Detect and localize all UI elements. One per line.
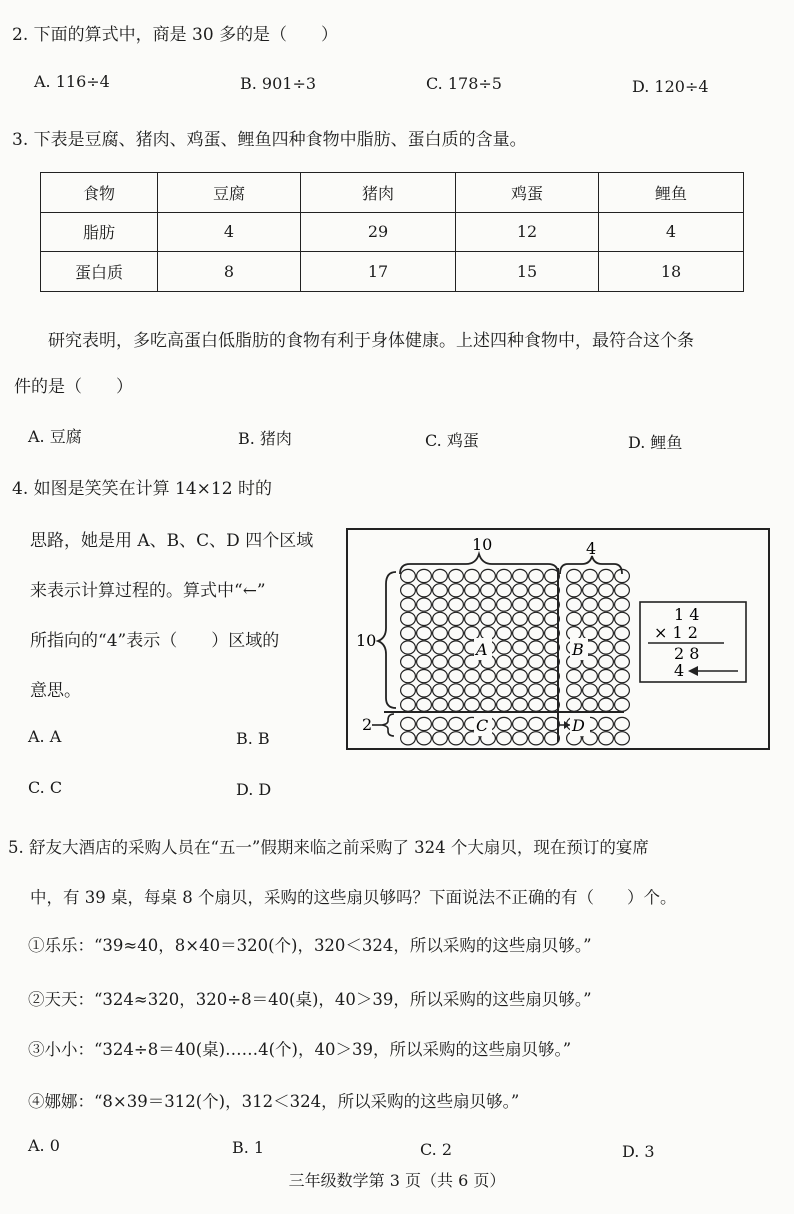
array-dot: [433, 670, 448, 683]
array-dot: [433, 612, 448, 625]
array-dot: [417, 598, 432, 611]
array-dot: [449, 732, 464, 745]
array-dot: [599, 684, 614, 697]
array-dot: [583, 627, 598, 640]
array-dot: [615, 584, 630, 597]
q5-text-line-2: 中，有 39 桌，每桌 8 个扇贝，采购的这些扇贝够吗？下面说法不正确的有（ ）个。: [30, 888, 677, 907]
array-dot: [513, 627, 528, 640]
array-dot: [433, 584, 448, 597]
table-cell: 4: [158, 212, 301, 252]
nutrition-table: [40, 172, 744, 292]
array-dot: [529, 684, 544, 697]
brace-top-left: [400, 554, 558, 574]
array-dot: [417, 670, 432, 683]
q4-figure: [346, 528, 770, 750]
array-dot: [433, 598, 448, 611]
calc-partial-1: 2 8: [674, 644, 700, 663]
array-dot: [449, 670, 464, 683]
q4-text-line-2: 思路，她是用 A、B、C、D 四个区域: [30, 531, 314, 551]
array-dot: [497, 569, 512, 582]
array-dot: [615, 717, 630, 730]
array-dot: [481, 627, 496, 640]
q2-option-b: B. 901÷3: [240, 74, 317, 93]
array-dot: [497, 641, 512, 654]
array-dot: [529, 627, 544, 640]
q5-statement-2: ②天天：“324≈320，320÷8＝40(桌)，40＞39，所以采购的这些扇贝够。”: [28, 990, 592, 1009]
array-dot: [497, 670, 512, 683]
q3-option-a: A. 豆腐: [28, 427, 82, 446]
array-dot: [481, 684, 496, 697]
array-dot: [481, 584, 496, 597]
array-dot: [449, 655, 464, 668]
table-cell: 8: [158, 252, 301, 292]
array-dot: [599, 627, 614, 640]
q4-text-line-4: 所指向的“4”表示（ ）区域的: [30, 631, 280, 651]
figure-label-side-2: 2: [362, 715, 373, 734]
array-dot: [513, 641, 528, 654]
region-label-b: B: [572, 640, 584, 659]
q2-stem: 2. 下面的算式中，商是 30 多的是（ ）: [12, 25, 339, 45]
array-dot: [529, 584, 544, 597]
array-dot: [615, 670, 630, 683]
array-dot: [615, 684, 630, 697]
array-dot: [615, 612, 630, 625]
array-dot: [599, 598, 614, 611]
region-label-c: C: [476, 716, 489, 735]
array-dot: [529, 598, 544, 611]
array-dot: [615, 698, 630, 711]
table-cell: 12: [456, 212, 599, 252]
table-cell: 蛋白质: [41, 252, 158, 292]
array-dot: [513, 717, 528, 730]
array-dot: [583, 612, 598, 625]
array-dot: [433, 684, 448, 697]
region-label-d: D: [572, 716, 585, 735]
q4-option-c: C. C: [28, 778, 63, 797]
array-dot: [513, 584, 528, 597]
array-dot: [465, 627, 480, 640]
array-dot: [465, 569, 480, 582]
array-dot: [567, 584, 582, 597]
array-dot: [513, 598, 528, 611]
figure-label-top-4: 4: [586, 539, 597, 558]
array-dot: [401, 670, 416, 683]
calc-multiplier: × 1 2: [654, 623, 698, 642]
array-dot: [529, 717, 544, 730]
array-dot: [513, 612, 528, 625]
array-dot: [401, 717, 416, 730]
array-dot: [513, 684, 528, 697]
q2-option-a: A. 116÷4: [34, 72, 110, 91]
array-dot: [449, 612, 464, 625]
array-dot: [599, 717, 614, 730]
table-header-cell: 豆腐: [158, 173, 301, 213]
array-dot: [615, 655, 630, 668]
calc-multiplicand: 1 4: [674, 605, 700, 624]
region-label-a: A: [476, 640, 488, 659]
array-dot: [465, 598, 480, 611]
array-dot: [417, 641, 432, 654]
array-dot: [529, 612, 544, 625]
array-dot: [449, 584, 464, 597]
array-dot: [401, 598, 416, 611]
array-dot: [449, 698, 464, 711]
array-dot: [401, 655, 416, 668]
array-dot: [401, 584, 416, 597]
table-header-row: [41, 173, 744, 213]
array-dot: [449, 569, 464, 582]
array-dot: [497, 627, 512, 640]
array-dot: [513, 670, 528, 683]
q4-option-d: D. D: [236, 780, 272, 799]
array-dot: [567, 684, 582, 697]
array-dot: [417, 732, 432, 745]
array-dot: [583, 569, 598, 582]
array-dot: [615, 732, 630, 745]
array-dot: [401, 732, 416, 745]
array-dot: [599, 584, 614, 597]
calc-arrow-head: [688, 666, 698, 676]
q3-option-c: C. 鸡蛋: [425, 431, 479, 450]
array-dot: [433, 569, 448, 582]
array-dot: [417, 655, 432, 668]
q4-text-line-5: 意思。: [30, 681, 81, 701]
array-dot: [465, 584, 480, 597]
array-dot: [433, 698, 448, 711]
array-dot: [433, 732, 448, 745]
array-dot: [599, 732, 614, 745]
array-dot: [401, 612, 416, 625]
array-dot: [481, 598, 496, 611]
brace-left-top: [378, 572, 396, 708]
array-dot: [529, 569, 544, 582]
q5-statement-3: ③小小：“324÷8＝40(桌)……4(个)，40＞39，所以采购的这些扇贝够。”: [28, 1040, 572, 1059]
array-dot: [433, 717, 448, 730]
array-dot: [465, 612, 480, 625]
array-dot: [599, 655, 614, 668]
array-dot: [567, 627, 582, 640]
array-dot: [417, 612, 432, 625]
array-dot: [465, 684, 480, 697]
q5-option-b: B. 1: [232, 1138, 265, 1157]
array-dot: [481, 698, 496, 711]
table-cell: 29: [301, 212, 456, 252]
array-dot: [417, 584, 432, 597]
array-dot: [449, 598, 464, 611]
array-dot: [513, 655, 528, 668]
array-dot: [417, 627, 432, 640]
array-dot: [583, 670, 598, 683]
array-dot: [583, 684, 598, 697]
array-dot: [433, 655, 448, 668]
array-dot: [465, 698, 480, 711]
array-dot: [481, 569, 496, 582]
array-dot: [449, 684, 464, 697]
array-dot: [417, 717, 432, 730]
array-dot: [513, 698, 528, 711]
dot-grid: [401, 569, 630, 745]
q4-text-line-3: 来表示计算过程的。算式中“←”: [30, 581, 266, 601]
array-dot: [529, 732, 544, 745]
array-dot: [599, 569, 614, 582]
array-dot: [417, 684, 432, 697]
array-dot: [497, 584, 512, 597]
array-dot: [433, 627, 448, 640]
array-dot: [449, 627, 464, 640]
array-dot: [599, 698, 614, 711]
q5-text-line-1: 5. 舒友大酒店的采购人员在“五一”假期来临之前采购了 324 个大扇贝，现在预订的宴席: [8, 838, 649, 857]
brace-left-bottom: [382, 714, 394, 736]
table-row: [41, 252, 744, 292]
array-dot: [567, 612, 582, 625]
table-header-cell: 食物: [41, 173, 158, 213]
q3-option-b: B. 猪肉: [238, 429, 292, 448]
array-dot: [417, 698, 432, 711]
array-dot: [497, 612, 512, 625]
table-header-cell: 鸡蛋: [456, 173, 599, 213]
array-dot: [529, 641, 544, 654]
q5-statement-1: ①乐乐：“39≈40，8×40＝320(个)，320＜324，所以采购的这些扇贝够。”: [28, 936, 592, 955]
q5-option-c: C. 2: [420, 1140, 453, 1159]
array-dot: [497, 698, 512, 711]
array-dot: [401, 698, 416, 711]
table-header-cell: 猪肉: [301, 173, 456, 213]
q3-option-d: D. 鲤鱼: [628, 433, 683, 452]
q2-option-d: D. 120÷4: [632, 77, 709, 96]
q5-option-d: D. 3: [622, 1142, 655, 1161]
array-dot: [449, 641, 464, 654]
array-dot: [513, 732, 528, 745]
array-dot: [401, 569, 416, 582]
table-header-cell: 鲤鱼: [599, 173, 744, 213]
table-cell: 18: [599, 252, 744, 292]
q3-text-line-1: 研究表明，多吃高蛋白低脂肪的食物有利于身体健康。上述四种食物中，最符合这个条: [48, 331, 694, 351]
array-dot: [513, 569, 528, 582]
figure-label-side-10: 10: [356, 631, 377, 650]
array-dot: [567, 569, 582, 582]
q5-statement-4: ④娜娜：“8×39＝312(个)，312＜324，所以采购的这些扇贝够。”: [28, 1092, 520, 1111]
array-dot: [417, 569, 432, 582]
q4-text-line-1: 4. 如图是笑笑在计算 14×12 时的: [12, 479, 272, 499]
array-dot: [529, 698, 544, 711]
table-row: [41, 212, 744, 252]
array-dot: [497, 598, 512, 611]
array-dot: [401, 627, 416, 640]
array-dot: [599, 670, 614, 683]
calc-partial-2: 4: [674, 661, 685, 680]
array-dot: [529, 670, 544, 683]
array-dot: [497, 684, 512, 697]
array-dot: [567, 698, 582, 711]
q4-option-b: B. B: [236, 729, 270, 748]
page-footer: 三年级数学第 3 页（共 6 页）: [288, 1171, 506, 1190]
table-cell: 17: [301, 252, 456, 292]
q2-option-c: C. 178÷5: [426, 74, 502, 93]
q3-text-line-2: 件的是（ ）: [14, 377, 133, 397]
array-dot: [615, 598, 630, 611]
array-dot: [497, 732, 512, 745]
array-dot: [449, 717, 464, 730]
array-dot: [583, 584, 598, 597]
table-cell: 脂肪: [41, 212, 158, 252]
array-dot: [481, 612, 496, 625]
array-dot: [567, 598, 582, 611]
table-cell: 4: [599, 212, 744, 252]
array-dot: [465, 670, 480, 683]
array-dot: [583, 698, 598, 711]
q3-stem: 3. 下表是豆腐、猪肉、鸡蛋、鲤鱼四种食物中脂肪、蛋白质的含量。: [12, 130, 527, 150]
array-dot: [583, 598, 598, 611]
dot-array-diagram: [348, 530, 768, 748]
array-dot: [615, 641, 630, 654]
array-dot: [497, 717, 512, 730]
array-dot: [599, 641, 614, 654]
array-dot: [481, 670, 496, 683]
array-dot: [529, 655, 544, 668]
array-dot: [401, 684, 416, 697]
q5-option-a: A. 0: [28, 1136, 60, 1155]
array-dot: [599, 612, 614, 625]
table-cell: 15: [456, 252, 599, 292]
array-dot: [433, 641, 448, 654]
q4-option-a: A. A: [28, 727, 62, 746]
array-dot: [615, 627, 630, 640]
figure-label-top-10: 10: [472, 535, 493, 554]
array-dot: [401, 641, 416, 654]
array-dot: [497, 655, 512, 668]
array-dot: [567, 670, 582, 683]
